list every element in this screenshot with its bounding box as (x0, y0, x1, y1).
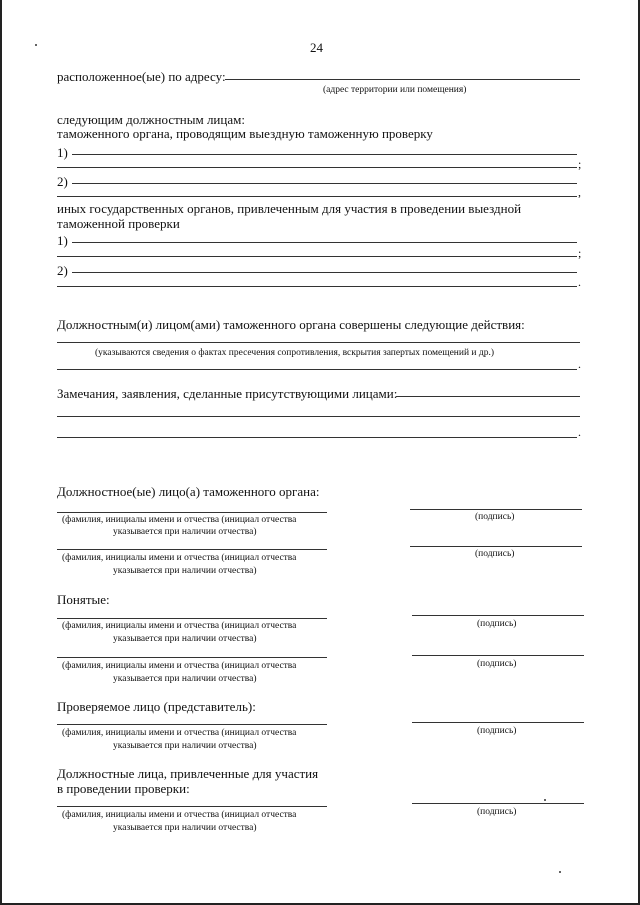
actions-hint: (указываются сведения о фактах пресечения сопротивления, вскрытия запертых помещений и др.) (95, 348, 495, 358)
inspected-signature-hint: (подпись) (477, 726, 517, 736)
remarks-label: Замечания, заявления, сделанные присутствующими лицами: (57, 386, 398, 401)
involved-name-hint-1: (фамилия, инициалы имени и отчества (инициал отчества (62, 810, 297, 820)
scan-speck (559, 871, 561, 873)
remarks-line-2[interactable] (57, 416, 580, 417)
customs-item-1-line-2[interactable] (57, 167, 577, 168)
remarks-period: . (578, 425, 581, 439)
customs-officials-label: таможенного органа, проводящим выездную таможенную проверку (57, 126, 433, 141)
actions-label: Должностным(и) лицом(ами) таможенного органа совершены следующие действия: (57, 317, 525, 332)
witness-2-name-hint-1: (фамилия, инициалы имени и отчества (инициал отчества (62, 661, 297, 671)
address-line[interactable] (225, 79, 580, 80)
page-number: 24 (310, 40, 323, 55)
witnesses-heading: Понятые: (57, 592, 110, 607)
witness-1-signature-line[interactable] (412, 615, 584, 616)
customs-official-1-name-line[interactable] (57, 512, 327, 513)
customs-item-1-semicolon: ; (578, 157, 582, 171)
actions-period: . (578, 357, 581, 371)
address-label: расположенное(ые) по адресу: (57, 69, 226, 84)
customs-official-2-name-line[interactable] (57, 549, 327, 550)
customs-official-1-signature-line[interactable] (410, 509, 582, 510)
other-officials-label-1: иных государственных органов, привлеченным для участия в проведении выездной (57, 201, 522, 216)
witness-1-signature-hint: (подпись) (477, 619, 517, 629)
customs-official-1-name-hint-2: указывается при наличии отчества) (113, 527, 257, 537)
other-item-2-period: . (578, 275, 581, 289)
customs-item-2-line[interactable] (72, 183, 577, 184)
address-hint: (адрес территории или помещения) (323, 85, 467, 95)
customs-item-2-comma: , (578, 185, 581, 199)
customs-official-1-name-hint-1: (фамилия, инициалы имени и отчества (инициал отчества (62, 515, 297, 525)
involved-signature-line[interactable] (412, 803, 584, 804)
other-item-1-line[interactable] (72, 242, 577, 243)
actions-line-1[interactable] (57, 342, 580, 343)
scan-border-left (0, 0, 2, 905)
scan-speck (544, 799, 546, 801)
other-item-2-line-2[interactable] (57, 286, 577, 287)
customs-official-heading: Должностное(ые) лицо(а) таможенного органа: (57, 484, 320, 499)
customs-official-1-signature-hint: (подпись) (475, 512, 515, 522)
witness-1-name-line[interactable] (57, 618, 327, 619)
inspected-heading: Проверяемое лицо (представитель): (57, 699, 256, 714)
involved-name-hint-2: указывается при наличии отчества) (113, 823, 257, 833)
witness-2-signature-hint: (подпись) (477, 659, 517, 669)
inspected-signature-line[interactable] (412, 722, 584, 723)
actions-line-2[interactable] (57, 369, 577, 370)
customs-item-2-number: 2) (57, 174, 68, 189)
officials-intro: следующим должностным лицам: (57, 112, 245, 127)
other-item-1-number: 1) (57, 233, 68, 248)
customs-official-2-signature-line[interactable] (410, 546, 582, 547)
involved-heading-1: Должностные лица, привлеченные для участия (57, 766, 319, 781)
scan-speck (35, 44, 37, 46)
other-item-1-semicolon: ; (578, 246, 582, 260)
customs-official-2-signature-hint: (подпись) (475, 549, 515, 559)
involved-signature-hint: (подпись) (477, 807, 517, 817)
other-item-2-line[interactable] (72, 272, 577, 273)
inspected-name-line[interactable] (57, 724, 327, 725)
customs-item-1-line[interactable] (72, 154, 577, 155)
involved-name-line[interactable] (57, 806, 327, 807)
remarks-line-1[interactable] (396, 396, 580, 397)
customs-official-2-name-hint-2: указывается при наличии отчества) (113, 566, 257, 576)
witness-1-name-hint-2: указывается при наличии отчества) (113, 634, 257, 644)
involved-heading-2: в проведении проверки: (57, 781, 190, 796)
witness-2-name-line[interactable] (57, 657, 327, 658)
witness-2-signature-line[interactable] (412, 655, 584, 656)
customs-official-2-name-hint-1: (фамилия, инициалы имени и отчества (инициал отчества (62, 553, 297, 563)
inspected-name-hint-2: указывается при наличии отчества) (113, 741, 257, 751)
witness-2-name-hint-2: указывается при наличии отчества) (113, 674, 257, 684)
other-item-2-number: 2) (57, 263, 68, 278)
inspected-name-hint-1: (фамилия, инициалы имени и отчества (инициал отчества (62, 728, 297, 738)
remarks-line-3[interactable] (57, 437, 577, 438)
other-item-1-line-2[interactable] (57, 256, 577, 257)
witness-1-name-hint-1: (фамилия, инициалы имени и отчества (инициал отчества (62, 621, 297, 631)
other-officials-label-2: таможенной проверки (57, 216, 180, 231)
customs-item-2-line-2[interactable] (57, 196, 577, 197)
customs-item-1-number: 1) (57, 145, 68, 160)
